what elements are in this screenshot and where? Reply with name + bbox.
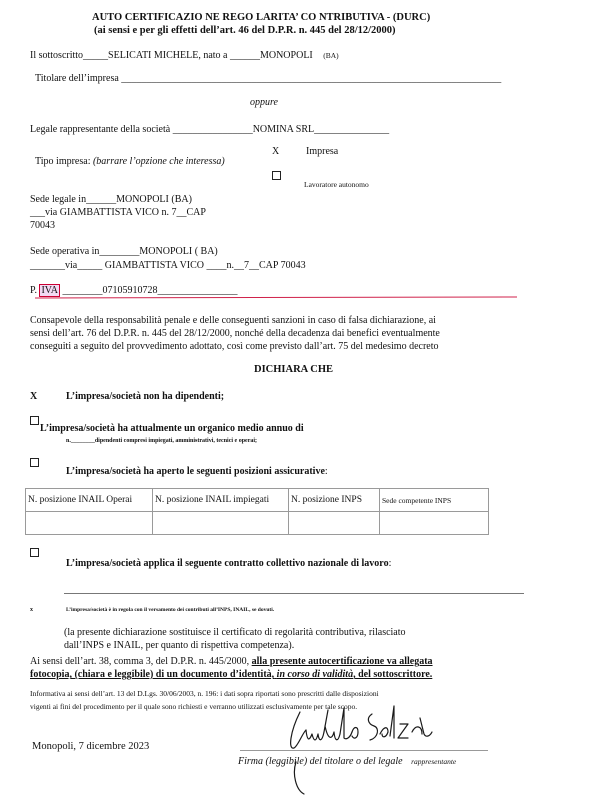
sede-operativa-line-1: Sede operativa in________MONOPOLI ( BA) xyxy=(30,246,218,257)
table-header-row xyxy=(26,489,489,512)
consapevole-line-2: sensi dell’art. 76 del D.P.R. n. 445 del 28/12/2000, nonché della decadenza dai benefici eventualmente xyxy=(30,328,440,339)
option-4-colon: : xyxy=(388,558,392,569)
option-4-label: L’impresa/società applica il seguente contratto collettivo nazionale di lavoro xyxy=(66,558,389,569)
signature-caption-main: Firma (leggibile) del titolare o del legale xyxy=(238,756,403,767)
informativa-line-1: Informativa ai sensi dell’art. 13 del D.Lgs. 30/06/2003, n. 196: i dati sopra riportati sono prescritti dalle disposizioni xyxy=(30,689,379,698)
sede-legale-line-2: ___via GIAMBATTISTA VICO n. 7__CAP xyxy=(30,207,206,218)
allegato-line-1 xyxy=(30,656,433,667)
oppure-label: oppure xyxy=(250,97,278,108)
option-2-checkbox[interactable] xyxy=(30,416,39,425)
document-title: AUTO CERTIFICAZIO NE REGO LARITA’ CO NTRIBUTIVA - (DURC) xyxy=(92,12,431,23)
col-header-inps: N. posizione INPS xyxy=(289,489,380,512)
cell-inps[interactable] xyxy=(289,512,380,535)
sede-legale-cap: 70043 xyxy=(30,220,55,231)
option-2-text: L’impresa/società ha attualmente un organico medio annuo di xyxy=(40,423,304,434)
option-2-detail: n.________dipendenti compresi impiegati, amministrativi, tecnici e operai; xyxy=(66,438,258,444)
allegato-text-b: alla presente autocertificazione va allegata xyxy=(251,656,433,667)
legale-rappresentante-line: Legale rappresentante della società ________________NOMINA SRL_______________ xyxy=(30,124,390,135)
option-3-label: L’impresa/società ha aperto le seguenti posizioni assicurative xyxy=(66,466,325,477)
declarant-intro: Il sottoscritto_____SELICATI MICHELE, nato a ______MONOPOLI xyxy=(30,50,313,61)
option-4-text xyxy=(66,558,391,569)
option-3-colon: : xyxy=(324,466,328,477)
impresa-option-label: Impresa xyxy=(306,146,339,157)
tipo-impresa-label: Tipo impresa: xyxy=(35,156,91,167)
consapevole-line-1: Consapevole della responsabilità penale e delle conseguenti sanzioni in caso di falsa dichiarazione, ai xyxy=(30,315,436,326)
lavoratore-autonomo-checkbox[interactable] xyxy=(272,171,281,180)
col-header-inail-operai: N. posizione INAIL Operai xyxy=(26,489,153,512)
allegato-line-2 xyxy=(30,669,432,680)
dichiara-che-heading: DICHIARA CHE xyxy=(254,364,334,375)
col-header-inail-impiegati: N. posizione INAIL impiegati xyxy=(153,489,289,512)
allegato-text-c: fotocopia, (chiara e leggibile) di un documento d’identità, xyxy=(30,669,275,680)
sede-legale-line-1: Sede legale in______MONOPOLI (BA) xyxy=(30,194,192,205)
allegato-text-a: Ai sensi dell’art. 38, comma 3, del D.P.R. n. 445/2000, xyxy=(30,656,250,667)
allegato-text-d: in corso di validità xyxy=(276,669,354,680)
document-subtitle: (ai sensi e per gli effetti dell’art. 46 del D.P.R. n. 445 del 28/12/2000) xyxy=(94,25,396,36)
signature-caption-small: rappresentante xyxy=(411,757,457,766)
col-header-sede-inps: Sede competente INPS xyxy=(380,489,489,512)
allegato-text-e: , del sottoscrittore. xyxy=(353,669,433,680)
piva-value: ________07105910728________________ xyxy=(62,285,238,296)
cell-inail-operai[interactable] xyxy=(26,512,153,535)
cell-sede-inps[interactable] xyxy=(380,512,489,535)
option-4-checkbox[interactable] xyxy=(30,548,39,557)
sostituisce-line-1: (la presente dichiarazione sostituisce il certificato di regolarità contributiva, rilasciato xyxy=(64,627,406,638)
tipo-impresa-line xyxy=(35,156,225,167)
impresa-check-mark[interactable]: X xyxy=(272,146,280,157)
option-5-mark[interactable]: x xyxy=(30,607,33,613)
cell-inail-impiegati[interactable] xyxy=(153,512,289,535)
titolare-line: Titolare dell’impresa ____________________________________________________________________________ xyxy=(35,73,502,84)
piva-prefix: P. xyxy=(30,285,37,296)
consapevole-line-3: conseguiti a seguito del provvedimento adottato, così come previsto dall’art. 75 del medesimo decreto xyxy=(30,341,439,352)
partita-iva-line xyxy=(30,285,237,296)
lavoratore-autonomo-label: Lavoratore autonomo xyxy=(304,180,369,189)
piva-label-highlight: IVA xyxy=(41,285,58,296)
spellcheck-underline xyxy=(35,296,517,298)
declarant-line xyxy=(30,50,339,61)
option-3-text xyxy=(66,466,328,477)
option-1-mark[interactable]: X xyxy=(30,391,38,402)
signature-caption xyxy=(238,756,456,767)
table-row xyxy=(26,512,489,535)
option-3-checkbox[interactable] xyxy=(30,458,39,467)
option-1-text: L’impresa/società non ha dipendenti; xyxy=(66,391,225,402)
option-5-text: L’impresa/società è in regola con il versamento dei contributi all’INPS, INAIL, se dovuti. xyxy=(66,607,275,613)
informativa-line-2: vigenti ai fini del procedimento per il quale sono richiesti e verranno utilizzati esclusivamente per tale scopo. xyxy=(30,702,358,711)
posizioni-assicurative-table xyxy=(25,488,489,535)
place-date: Monopoli, 7 dicembre 2023 xyxy=(32,741,150,752)
birth-province: (BA) xyxy=(323,51,339,60)
tipo-impresa-hint: (barrare l’opzione che interessa) xyxy=(92,156,225,167)
signature-line xyxy=(240,750,488,751)
sostituisce-line-2: dall’INPS e INAIL, per quanto di rispettiva competenza). xyxy=(64,640,295,651)
contratto-collettivo-line xyxy=(64,593,524,594)
sede-operativa-line-2: _______via_____ GIAMBATTISTA VICO ____n.__7__CAP 70043 xyxy=(30,260,306,271)
